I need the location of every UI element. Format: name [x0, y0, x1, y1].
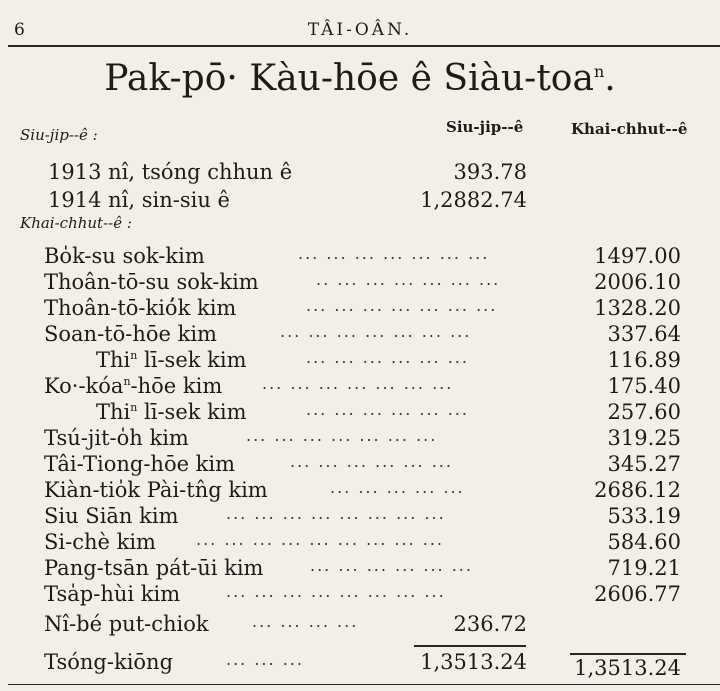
expense-row	[0, 426, 720, 452]
expense-label: Tsú-jit-o̍h kim	[44, 426, 189, 450]
expense-row	[0, 270, 720, 296]
leader-dots: ... ... ... ... ... ... ...	[306, 296, 498, 315]
expense-row	[0, 244, 720, 270]
receipt-label: 1913 nî, tsóng chhun ê	[48, 160, 293, 184]
label-superscript: n	[130, 349, 138, 362]
expense-value: 2006.10	[594, 270, 681, 294]
expense-row	[0, 478, 720, 504]
leader-dots: ... ... ... ... ... ...	[310, 556, 473, 575]
expense-label	[44, 374, 222, 398]
label-superscript: n	[123, 375, 131, 388]
total-label: Tsóng-kiōng	[44, 650, 174, 674]
receipt-value: 393.78	[453, 160, 527, 184]
expense-row	[0, 400, 720, 426]
expense-value: 1328.20	[594, 296, 681, 320]
expense-label: Pang-tsān pát-ūi kim	[44, 556, 264, 580]
expense-value: 584.60	[607, 530, 681, 554]
expense-label: Tâi-Tiong-hōe kim	[44, 452, 236, 476]
expense-value: 319.25	[607, 426, 681, 450]
expense-row	[0, 374, 720, 400]
leader-dots: ... ... ... ... ... ... ...	[298, 244, 490, 263]
leader-dots: ... ... ... ... ... ...	[290, 452, 453, 471]
balance-row	[0, 612, 720, 638]
section-receipts: Siu-jip--ê :	[20, 126, 98, 144]
title-text: Pak-pō· Kàu-hōe ê Siàu-toa	[104, 58, 594, 99]
expense-value: 116.89	[607, 348, 681, 372]
section-expenses: Khai-chhut--ê :	[20, 214, 132, 232]
leader-dots: ... ... ... ... ... ... ...	[262, 374, 454, 393]
receipt-label: 1914 nî, sin-siu ê	[48, 188, 230, 212]
total-rule-received	[414, 645, 526, 647]
leader-dots: ... ... ...	[226, 650, 304, 669]
leader-dots: ... ... ... ... ... ...	[306, 348, 469, 367]
label-part: Ko·-kóa	[44, 374, 124, 398]
leader-dots: ... ... ... ... ... ... ... ...	[226, 504, 446, 523]
label-part: Thi	[96, 348, 131, 372]
balance-value: 236.72	[453, 612, 527, 636]
leader-dots: ... ... ... ... ... ... ... ... ...	[196, 530, 445, 549]
column-head-received: Siu-jip--ê	[446, 118, 524, 136]
page-number: 6	[14, 20, 25, 40]
page-title	[0, 58, 720, 99]
label-part: Thi	[96, 400, 131, 424]
leader-dots: .. ... ... ... ... ... ...	[316, 270, 501, 289]
expense-row	[0, 556, 720, 582]
column-head-spent: Khai-chhut--ê	[571, 120, 688, 138]
receipt-row	[0, 160, 720, 186]
expense-row	[0, 452, 720, 478]
expense-value: 2606.77	[594, 582, 681, 606]
expense-label: Soan-tō-hōe kim	[44, 322, 217, 346]
leader-dots: ... ... ... ... ... ...	[306, 400, 469, 419]
leader-dots: ... ... ... ... ... ... ...	[280, 322, 472, 341]
total-spent: 1,3513.24	[574, 656, 681, 680]
expense-label: Kiàn-tio̍k Pài-tn̂g kim	[44, 478, 268, 502]
expense-value: 719.21	[607, 556, 681, 580]
expense-row	[0, 296, 720, 322]
label-superscript: n	[130, 401, 138, 414]
expense-row	[0, 504, 720, 530]
expense-row	[0, 530, 720, 556]
expense-value: 345.27	[607, 452, 681, 476]
expense-value: 257.60	[607, 400, 681, 424]
footer-rule	[8, 684, 720, 685]
header-rule	[8, 45, 720, 47]
expense-label	[96, 348, 247, 372]
expense-value: 337.64	[607, 322, 681, 346]
title-superscript: n	[593, 62, 605, 81]
running-title: TÂI-OÂN.	[307, 20, 413, 40]
expense-label: Tsa̍p-hùi kim	[44, 582, 181, 606]
expense-label: Siu Siān kim	[44, 504, 179, 528]
balance-label: Nî-bé put-chiok	[44, 612, 209, 636]
expense-row	[0, 582, 720, 608]
expense-label: Si-chè kim	[44, 530, 156, 554]
leader-dots: ... ... ... ... ...	[330, 478, 465, 497]
expense-label: Thoân-tō-su sok-kim	[44, 270, 259, 294]
receipt-value: 1,2882.74	[420, 188, 527, 212]
receipt-row	[0, 188, 720, 214]
expense-label: Thoân-tō-kió̍k kim	[44, 296, 237, 320]
expense-row	[0, 348, 720, 374]
label-part: -hōe kim	[130, 374, 223, 398]
label-part: lī-sek kim	[137, 348, 247, 372]
expense-row	[0, 322, 720, 348]
title-end: .	[604, 58, 616, 99]
leader-dots: ... ... ... ... ... ... ... ...	[226, 582, 446, 601]
leader-dots: ... ... ... ...	[252, 612, 359, 631]
label-part: lī-sek kim	[137, 400, 247, 424]
leader-dots: ... ... ... ... ... ... ...	[246, 426, 438, 445]
expense-label: Bo̍k-su sok-kim	[44, 244, 205, 268]
expense-value: 1497.00	[594, 244, 681, 268]
expense-value: 533.19	[607, 504, 681, 528]
expense-value: 2686.12	[594, 478, 681, 502]
expense-label	[96, 400, 247, 424]
total-received: 1,3513.24	[420, 650, 527, 674]
expense-value: 175.40	[607, 374, 681, 398]
